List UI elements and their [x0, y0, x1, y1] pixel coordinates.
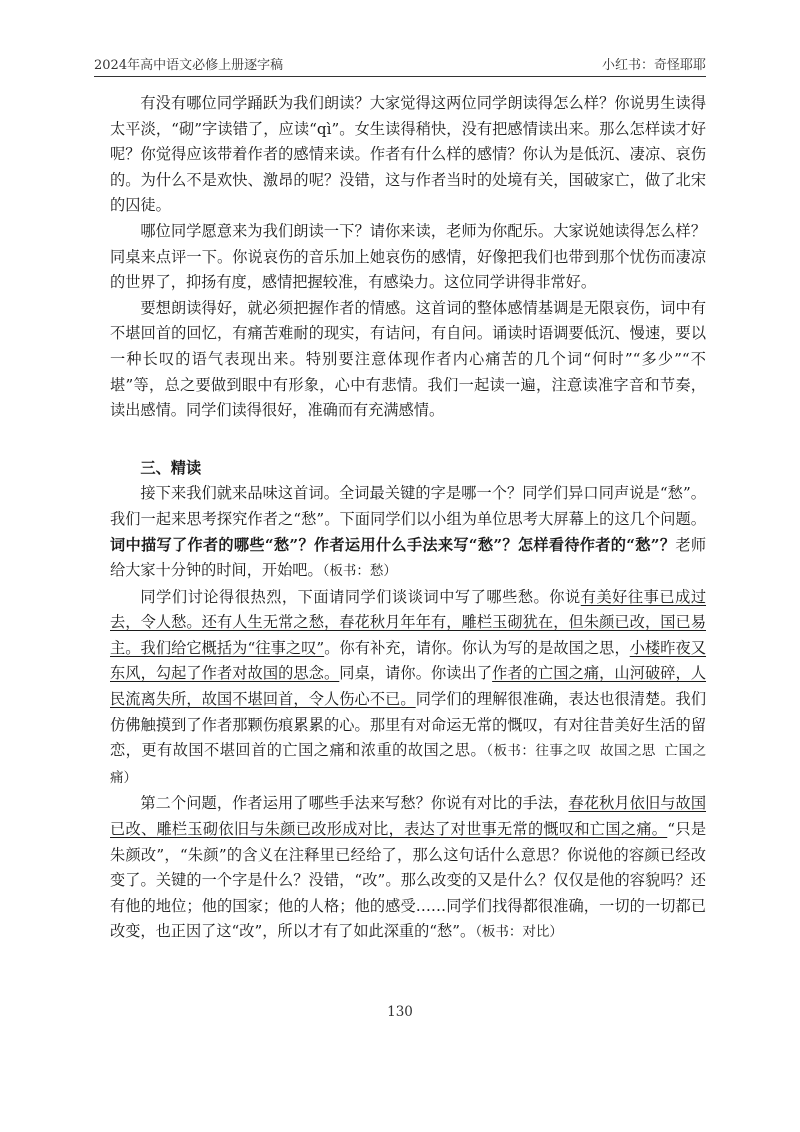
header-title: 2024年高中语文必修上册逐字稿 — [94, 58, 284, 73]
paragraph-music-reading: 哪位同学愿意来为我们朗读一下？请你来读，老师为你配乐。大家说她读得怎么样？同桌来点评一下。你说哀伤的音乐加上她哀伤的感情，好像把我们也带到那个忧伤而凄凉的世界了，抑扬有度，感情把握较准，有感染力。这位同学讲得非常好。 — [110, 221, 706, 292]
underlined-answer: 小楼昨夜又东风，勾起了作者对故国的思念。 — [110, 638, 707, 683]
page-header — [94, 52, 706, 77]
discussion-questions: 词中描写了作者的哪些“愁”？作者运用什么手法来写“愁”？怎样看待作者的“愁”？ — [110, 535, 676, 554]
header-source: 小红书：奇怪耶耶 — [601, 58, 706, 73]
paragraph-close-reading-intro — [110, 481, 706, 584]
board-note: （板书：往事之叹 故国之思 亡国之痛） — [110, 743, 707, 786]
text-segment: 。你有补充，请你。你认为写的是故国之思， — [324, 638, 630, 657]
paragraph-reading-guidance: 要想朗读得好，就必须把握作者的情感。这首词的整体感情基调是无限哀伤，词中有不堪回首的回忆，有痛苦难耐的现实，有诘问，有自问。诵读时语调要低沉、慢速，要以一种长叹的语气表现出来。特别要注意体现作者内心痛苦的几个词“何时”“多少”“不堪”等，总之要做到眼中有形象，心中有悲情。我们一起读一遍，注意读准字音和节奏，读出感情。同学们读得很好，准确而有充满感情。 — [110, 298, 706, 420]
paragraph-sorrow-types — [110, 585, 706, 792]
text-segment: 同学们讨论得很热烈，下面请同学们谈谈词中写了哪些愁。你说 — [140, 587, 581, 606]
underlined-answer: 有美好往事已成过去，令人愁。还有人生无常之愁，春花秋月年年有，雕栏玉砌犹在，但朱颜已改，国已易主。我们给它概括为“往事之叹” — [110, 587, 707, 657]
text-segment: “只是朱颜改”，“朱颜”的含义在注释里已经给了，那么这句话什么意思？你说他的容颜已经改变了。关键的一个字是什么？没错，“改”。那么改变的又是什么？仅仅是他的容貌吗？还有他的地位；他的国家；他的人格；他的感受……同学们找得都很准确，一切的一切都已改变，也正因了这“改”，所以才有了如此深重的“愁”。 — [110, 820, 707, 941]
underlined-answer: 作者的亡国之痛，山河破碎，人民流离失所，故国不堪回首，令人伤心不已。 — [110, 664, 707, 709]
page-number: 130 — [387, 1004, 413, 1020]
timer-text: 老师给大家十分钟的时间，开始吧。 — [110, 535, 707, 580]
intro-text: 接下来我们就来品味这首词。全词最关键的字是哪一个？同学们异口同声说是“愁”。我们一起来思考探究作者之“愁”。下面同学们以小组为单位思考大屏幕上的这几个问题。 — [110, 484, 706, 528]
board-note: （板书：对比） — [475, 924, 563, 941]
underlined-answer: 春花秋月依旧与故国已改、雕栏玉砌依旧与朱颜已改形成对比，表达了对世事无常的慨叹和亡国之痛。 — [110, 794, 707, 839]
text-segment: 第二个问题，作者运用了哪些手法来写愁？你说有对比的手法， — [140, 794, 569, 813]
paragraph-reading-feedback: 有没有哪位同学踊跃为我们朗读？大家觉得这两位同学朗读得怎么样？你说男生读得太平淡，“砌”字读错了，应读“qì”。女生读得稍快，没有把感情读出来。那么怎样读才好呢？你觉得应该带着作者的感情来读。作者有什么样的感情？你认为是低沉、凄凉、哀伤的。为什么不是欢快、激昂的呢？没错，这与作者当时的处境有关，国破家亡，做了北宋的囚徒。 — [110, 94, 706, 215]
text-segment: 同学们的理解很准确，表达也很清楚。我们仿佛触摸到了作者那颗伤痕累累的心。那里有对命运无常的慨叹，有对往昔美好生活的留恋，更有故国不堪回首的亡国之痛和浓重的故国之思。 — [110, 690, 707, 760]
board-note: （板书：愁） — [322, 563, 397, 580]
paragraph-techniques — [110, 791, 706, 946]
document-body — [110, 91, 706, 946]
text-segment: 同桌，请你。你读出了 — [339, 664, 493, 683]
section-title: 三、精读 — [140, 458, 202, 477]
